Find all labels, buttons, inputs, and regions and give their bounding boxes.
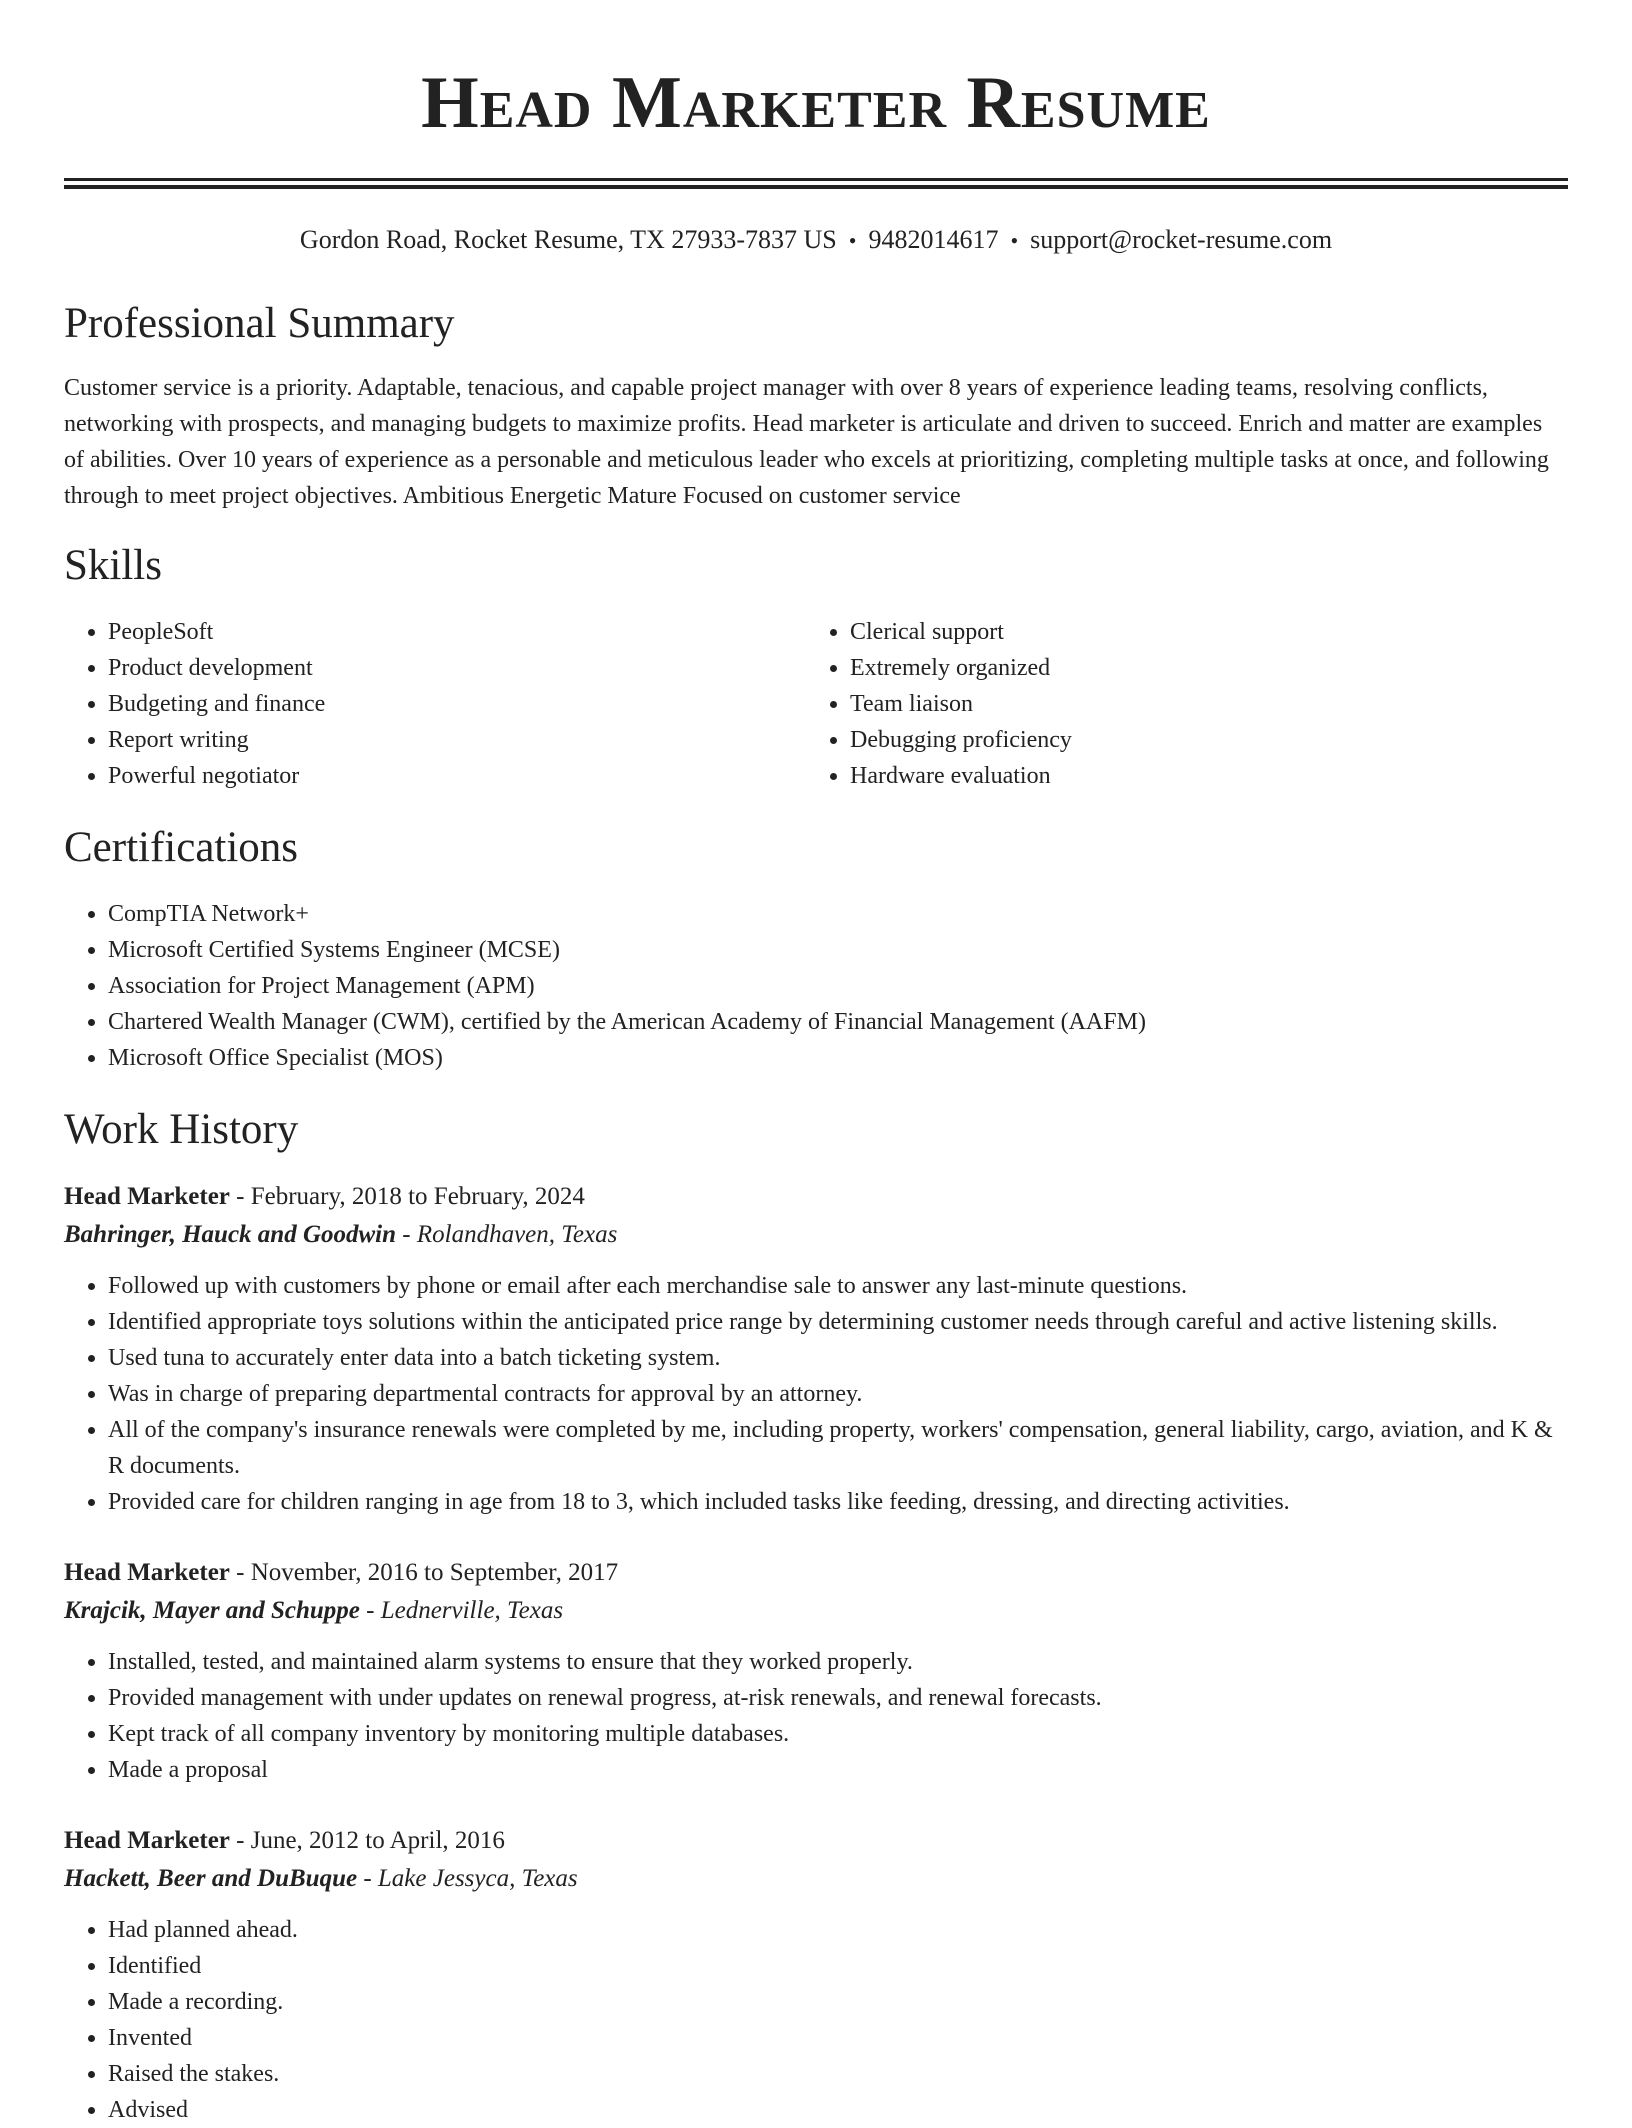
job-location: Lednerville, Texas xyxy=(380,1597,564,1624)
duty-item: • Was in charge of preparing departmental contracts for approval by an attorney. xyxy=(108,1376,1568,1412)
duty-item: • Advised xyxy=(108,2092,1568,2128)
job-location: Rolandhaven, Texas xyxy=(416,1221,618,1248)
job-dates: June, 2012 to April, 2016 xyxy=(250,1827,505,1854)
duty-item: • Identified xyxy=(108,1948,1568,1984)
job-company-line xyxy=(64,1860,1568,1898)
job-duties-list xyxy=(64,1644,1568,1788)
job-role-line xyxy=(64,1554,1568,1592)
job-role: Head Marketer xyxy=(64,1827,230,1854)
summary-heading: Professional Summary xyxy=(64,300,455,347)
skill-item: • Debugging proficiency xyxy=(850,722,1548,758)
dash: - xyxy=(236,1559,245,1586)
dash: - xyxy=(402,1221,411,1248)
contact-line xyxy=(64,223,1568,258)
contact-email: support@rocket-resume.com xyxy=(1030,225,1333,254)
skills-column-left xyxy=(64,614,806,794)
duty-item: • Provided care for children ranging in age from 18 to 3, which included tasks like feeding, dressing, and directing activities. xyxy=(108,1484,1568,1520)
skill-item: • Budgeting and finance xyxy=(108,686,806,722)
certifications-heading: Certifications xyxy=(64,824,299,871)
skill-item: • Powerful negotiator xyxy=(108,758,806,794)
skills-list xyxy=(64,614,1568,794)
duty-item: • Kept track of all company inventory by monitoring multiple databases. xyxy=(108,1716,1568,1752)
contact-address: Gordon Road, Rocket Resume, TX 27933-7837 US xyxy=(299,225,837,254)
job-role: Head Marketer xyxy=(64,1183,230,1210)
job-role-line xyxy=(64,1822,1568,1860)
certifications-list xyxy=(64,896,1568,1076)
summary-text: Customer service is a priority. Adaptable, tenacious, and capable project manager with over 8 years of experience leading teams, resolving conflicts, networking with prospects, and managing budgets to maximize profits. Head marketer is articulate and driven to succeed. Enrich and matter are examples of abilities. Over 10 years of experience as a personable and meticulous leader who excels at prioritizing, completing multiple tasks at once, and following through to meet project objectives. Ambitious Energetic Mature Focused on customer service xyxy=(64,375,1549,509)
job-company: Hackett, Beer and DuBuque xyxy=(64,1865,358,1892)
job-entry xyxy=(64,1178,1568,1520)
duty-item: • All of the company's insurance renewals were completed by me, including property, workers' compensation, general liability, cargo, aviation, and K & R documents. xyxy=(108,1412,1568,1484)
dash: - xyxy=(363,1865,372,1892)
job-company: Krajcik, Mayer and Schuppe xyxy=(64,1597,360,1624)
duty-item: • Made a proposal xyxy=(108,1752,1568,1788)
job-location: Lake Jessyca, Texas xyxy=(377,1865,578,1892)
job-role-line xyxy=(64,1178,1568,1216)
duty-item: • Provided management with under updates on renewal progress, at-risk renewals, and renewal forecasts. xyxy=(108,1680,1568,1716)
skill-item: • Extremely organized xyxy=(850,650,1548,686)
duty-item: • Made a recording. xyxy=(108,1984,1568,2020)
duty-item: • Used tuna to accurately enter data into a batch ticketing system. xyxy=(108,1340,1568,1376)
job-company-line xyxy=(64,1216,1568,1254)
duty-item: • Followed up with customers by phone or email after each merchandise sale to answer any last-minute questions. xyxy=(108,1268,1568,1304)
certification-item: • Microsoft Certified Systems Engineer (MCSE) xyxy=(108,932,1568,968)
job-dates: February, 2018 to February, 2024 xyxy=(250,1183,585,1210)
certification-item: • Microsoft Office Specialist (MOS) xyxy=(108,1040,1568,1076)
job-company: Bahringer, Hauck and Goodwin xyxy=(64,1221,397,1248)
skills-column-right xyxy=(806,614,1548,794)
skills-heading: Skills xyxy=(64,542,162,589)
certification-item: • CompTIA Network+ xyxy=(108,896,1568,932)
work-history-heading: Work History xyxy=(64,1106,299,1153)
title-divider xyxy=(64,178,1568,189)
contact-phone: 9482014617 xyxy=(868,225,999,254)
duty-item: • Installed, tested, and maintained alarm systems to ensure that they worked properly. xyxy=(108,1644,1568,1680)
skill-item: • Report writing xyxy=(108,722,806,758)
skill-item: • Clerical support xyxy=(850,614,1548,650)
job-company-line xyxy=(64,1592,1568,1630)
skill-item: • Hardware evaluation xyxy=(850,758,1548,794)
dash: - xyxy=(236,1827,245,1854)
job-duties-list xyxy=(64,1912,1568,2128)
contact-separator: • xyxy=(848,228,857,253)
job-duties-list xyxy=(64,1268,1568,1520)
duty-item: • Had planned ahead. xyxy=(108,1912,1568,1948)
duty-item: • Identified appropriate toys solutions within the anticipated price range by determining customer needs through careful and active listening skills. xyxy=(108,1304,1568,1340)
dash: - xyxy=(366,1597,375,1624)
certification-item: • Chartered Wealth Manager (CWM), certified by the American Academy of Financial Management (AAFM) xyxy=(108,1004,1568,1040)
certification-item: • Association for Project Management (APM) xyxy=(108,968,1568,1004)
dash: - xyxy=(236,1183,245,1210)
job-entry xyxy=(64,1554,1568,1788)
job-entry xyxy=(64,1822,1568,2128)
skill-item: • Team liaison xyxy=(850,686,1548,722)
job-role: Head Marketer xyxy=(64,1559,230,1586)
resume-title: Head Marketer Resume xyxy=(421,62,1211,144)
duty-item: • Raised the stakes. xyxy=(108,2056,1568,2092)
skill-item: • Product development xyxy=(108,650,806,686)
contact-separator: • xyxy=(1010,228,1019,253)
job-dates: November, 2016 to September, 2017 xyxy=(250,1559,619,1586)
duty-item: • Invented xyxy=(108,2020,1568,2056)
skill-item: • PeopleSoft xyxy=(108,614,806,650)
